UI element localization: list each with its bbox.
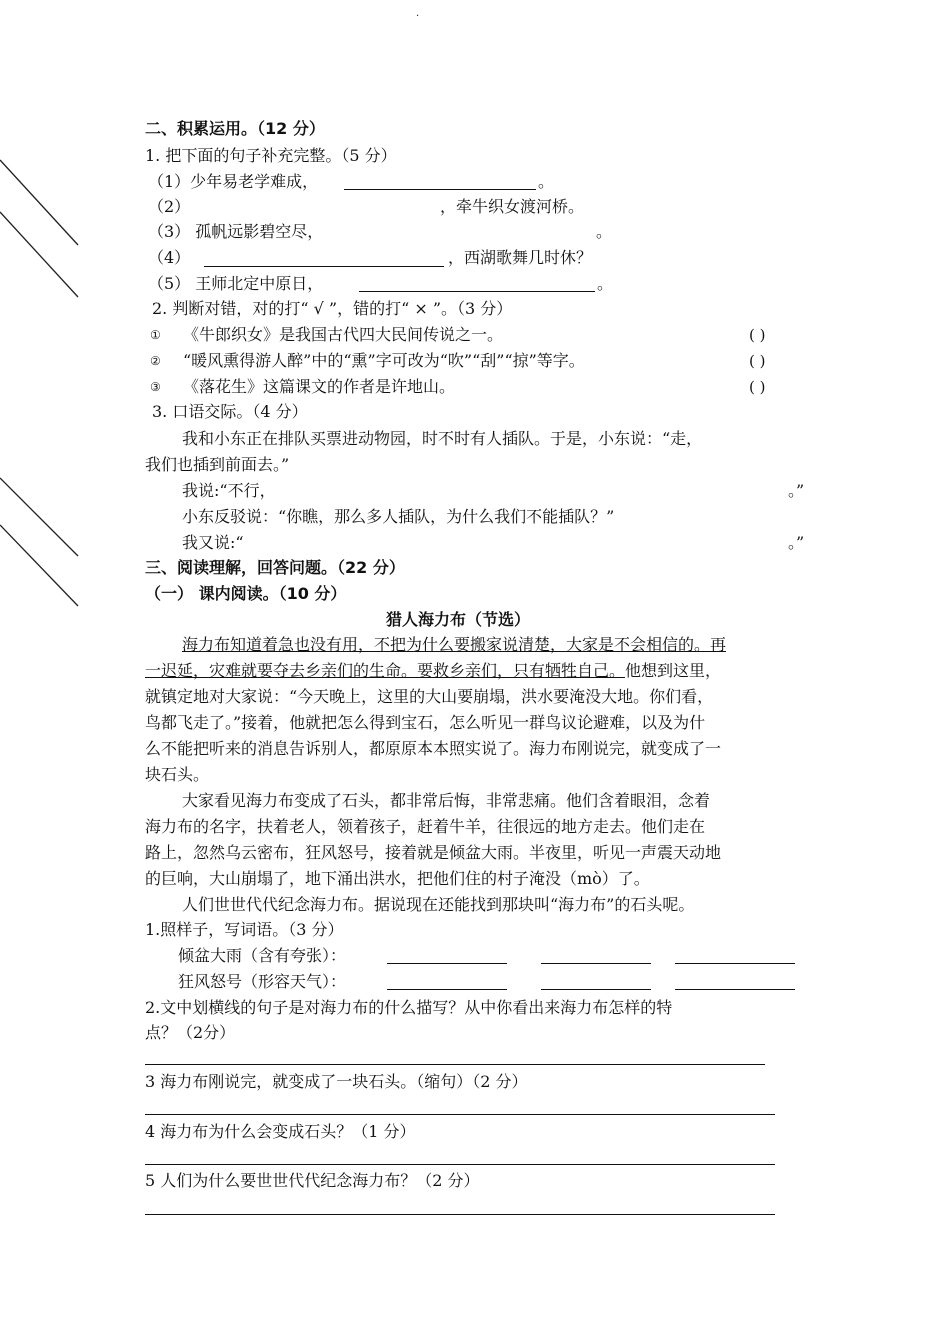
q3-para1-line2: 我们也插到前面去。” [145, 455, 290, 474]
q1-item4-blank[interactable] [204, 266, 444, 267]
q3-para3: 小东反驳说：“你瞧，那么多人插队，为什么我们不能插队？” [182, 507, 615, 526]
q1-item5-text: （5） 王师北定中原日， [148, 274, 324, 293]
q2-item1-num: ① [150, 328, 161, 342]
reading-q3: 3 海力布刚说完，就变成了一块石头。（缩句）（2 分） [145, 1072, 528, 1091]
passage-p1-line5: 么不能把听来的消息告诉别人，都原原本本照实说了。海力布刚说完，就变成了一 [145, 739, 722, 758]
reading-q2-answer-line[interactable] [145, 1064, 765, 1065]
q3-para4-end: 。” [788, 533, 805, 552]
reading-q2-line1: 2.文中划横线的句子是对海力布的什么描写？从中你看出来海力布怎样的特 [145, 998, 673, 1017]
q1-item2-text: ，牵牛织女渡河桥。 [440, 197, 585, 216]
passage-title: 猎人海力布（节选） [386, 610, 531, 629]
reading-q5: 5 人们为什么要世世代代纪念海力布？（2 分） [145, 1171, 480, 1190]
q2-item2-text: “暖风熏得游人醉”中的“熏”字可改为“吹”“刮”“掠”等字。 [183, 351, 585, 370]
reading-q1-prompt-a: 倾盆大雨（含有夸张）： [178, 946, 347, 965]
q1-title: 1. 把下面的句子补充完整。（5 分） [145, 146, 397, 165]
q1-item1-blank[interactable] [344, 189, 536, 190]
passage-p3: 人们世世代代纪念海力布。据说现在还能找到那块叫“海力布”的石头呢。 [182, 895, 695, 914]
passage-p1-line2-underlined: 一迟延，灾难就要夺去乡亲们的生命。要救乡亲们，只有牺牲自己。 [145, 661, 626, 680]
margin-decoration [0, 0, 100, 620]
reading-q1a-blank-1[interactable] [387, 963, 507, 964]
passage-p1-line4: 鸟都飞走了。”接着，他就把怎么得到宝石，怎么听见一群鸟议论避难，以及为什 [145, 713, 706, 732]
passage-p2-line2: 海力布的名字，扶着老人，领着孩子，赶着牛羊，往很远的地方走去。他们走在 [145, 817, 706, 836]
reading-q4: 4 海力布为什么会变成石头？（1 分） [145, 1122, 416, 1141]
q2-item3-answer[interactable]: ( ) [749, 378, 766, 396]
q1-item3-text: （3） 孤帆远影碧空尽， [148, 222, 324, 241]
q2-title: 2. 判断对错，对的打“ √ ”，错的打“ × ”。（3 分） [152, 299, 513, 318]
passage-p2-line3: 路上，忽然乌云密布，狂风怒号，接着就是倾盆大雨。半夜里，听见一声震天动地 [145, 843, 722, 862]
reading-q3-answer-line[interactable] [145, 1114, 775, 1115]
q1-item4-text: ，西湖歌舞几时休？ [448, 248, 593, 267]
passage-p1-line2-rest: 他想到这里， [625, 661, 722, 680]
q3-para4: 我又说:“ [182, 533, 244, 552]
section-2-title: 二、积累运用。（12 分） [145, 119, 325, 138]
reading-q5-answer-line[interactable] [145, 1214, 775, 1215]
q3-para2-end: 。” [788, 481, 805, 500]
header-dot: . [416, 8, 420, 19]
passage-p2-line1: 大家看见海力布变成了石头，都非常后悔，非常悲痛。他们含着眼泪，念着 [182, 791, 711, 810]
q2-item2-answer[interactable]: ( ) [749, 352, 766, 370]
section-3-title: 三、阅读理解，回答问题。（22 分） [145, 558, 405, 577]
reading-q1-prompt-b: 狂风怒号（形容天气）： [178, 972, 347, 991]
passage-p2-line4: 的巨响，大山崩塌了，地下涌出洪水，把他们住的村子淹没（mò）了。 [145, 869, 650, 888]
q3-title: 3. 口语交际。（4 分） [152, 402, 308, 421]
subsection-title: （一） 课内阅读。（10 分） [145, 584, 347, 603]
q2-item3-num: ③ [150, 380, 161, 394]
reading-q1b-blank-3[interactable] [675, 989, 795, 990]
passage-p1-line6: 块石头。 [145, 765, 210, 784]
q2-item3-text: 《落花生》这篇课文的作者是许地山。 [183, 377, 456, 396]
q1-item3-end: 。 [596, 222, 613, 241]
q1-item5-end: 。 [597, 274, 614, 293]
reading-q1a-blank-3[interactable] [675, 963, 795, 964]
q2-item1-answer[interactable]: ( ) [749, 326, 766, 344]
reading-q1b-blank-2[interactable] [541, 989, 651, 990]
reading-q4-answer-line[interactable] [145, 1164, 775, 1165]
passage-p1-line1: 海力布知道着急也没有用，不把为什么要搬家说清楚，大家是不会相信的。再 [182, 635, 727, 654]
q1-item2-num: （2） [148, 197, 191, 216]
passage-p1-line3: 就镇定地对大家说：“今天晚上，这里的大山要崩塌，洪水要淹没大地。你们看， [145, 687, 714, 706]
q3-para1-line1: 我和小东正在排队买票进动物园，时不时有人插队。于是，小东说：“走， [182, 429, 703, 448]
reading-q1: 1.照样子，写词语。（3 分） [145, 920, 344, 939]
q3-para2: 我说:“不行， [182, 481, 276, 500]
q2-item2-num: ② [150, 354, 161, 368]
reading-q2-line2: 点？（2分） [145, 1023, 236, 1042]
q1-item1-text: （1）少年易老学难成， [148, 172, 319, 191]
q1-item4-num: （4） [148, 248, 191, 267]
q1-item5-blank[interactable] [359, 291, 595, 292]
reading-q1b-blank-1[interactable] [387, 989, 507, 990]
reading-q1a-blank-2[interactable] [541, 963, 651, 964]
q2-item1-text: 《牛郎织女》是我国古代四大民间传说之一。 [183, 325, 504, 344]
q1-item1-end: 。 [538, 172, 555, 191]
